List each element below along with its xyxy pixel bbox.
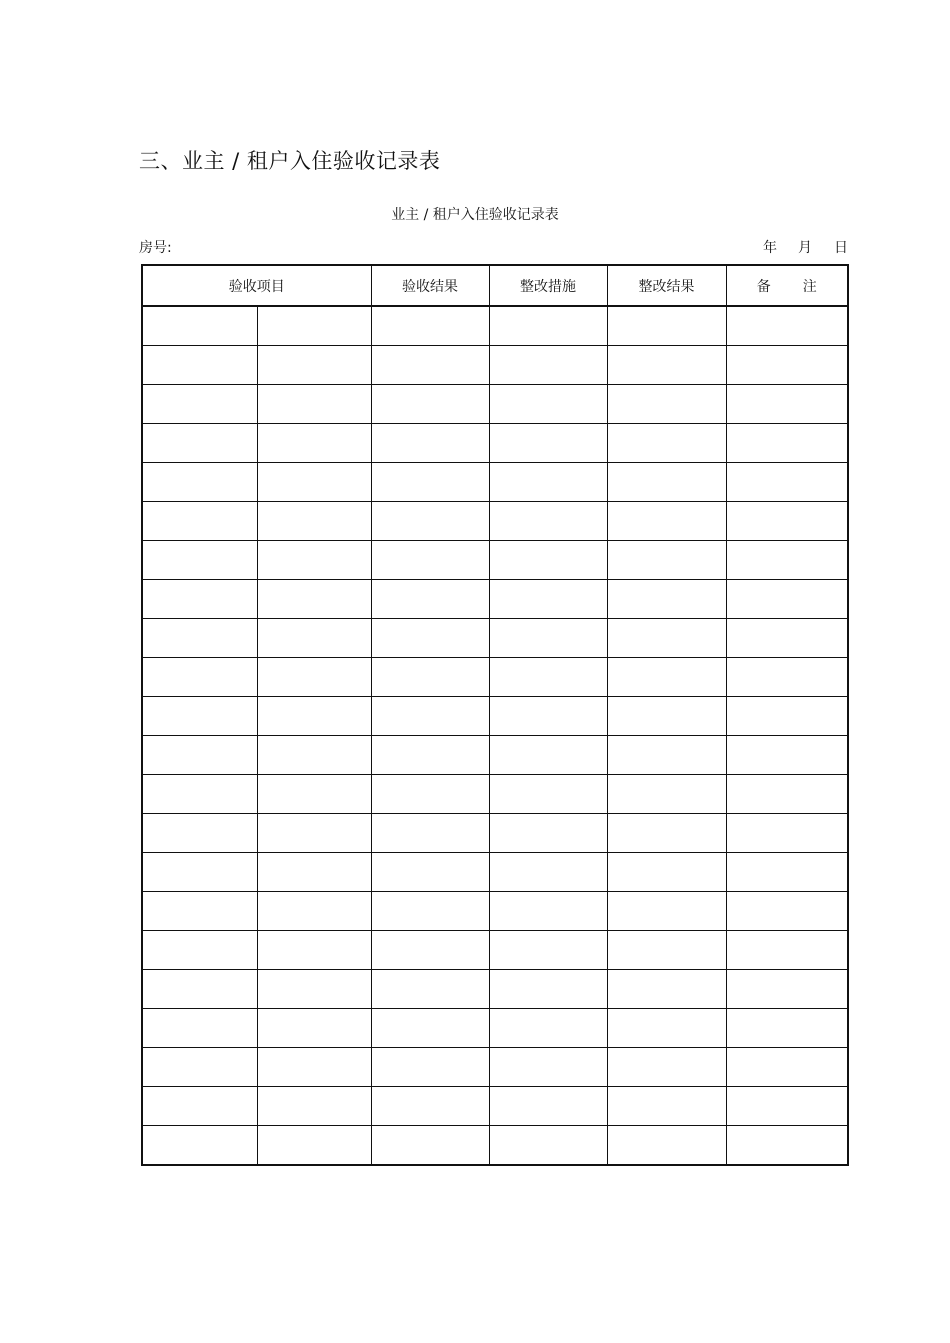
item-cell	[142, 306, 257, 346]
header-remarks	[726, 265, 848, 306]
measure-cell	[489, 463, 607, 502]
sub-item-cell	[257, 424, 371, 463]
remark-cell	[726, 463, 848, 502]
rectify-result-cell	[607, 1126, 726, 1166]
rectify-result-cell	[607, 853, 726, 892]
table-row	[142, 697, 848, 736]
item-cell	[142, 619, 257, 658]
date-month-label: 月	[798, 240, 812, 256]
section-heading: 三、业主 / 租户入住验收记录表	[139, 149, 441, 173]
sub-item-cell	[257, 580, 371, 619]
item-cell	[142, 892, 257, 931]
header-rectification-result: 整改结果	[607, 265, 726, 306]
measure-cell	[489, 385, 607, 424]
result-cell	[371, 580, 489, 619]
remark-cell	[726, 814, 848, 853]
table-row	[142, 931, 848, 970]
sub-item-cell	[257, 502, 371, 541]
rectify-result-cell	[607, 892, 726, 931]
measure-cell	[489, 892, 607, 931]
table-row	[142, 619, 848, 658]
inspection-record-table	[141, 264, 849, 1166]
remark-cell	[726, 1087, 848, 1126]
measure-cell	[489, 1048, 607, 1087]
measure-cell	[489, 775, 607, 814]
table-row	[142, 853, 848, 892]
item-cell	[142, 697, 257, 736]
remark-cell	[726, 1009, 848, 1048]
sub-item-cell	[257, 1009, 371, 1048]
table-row	[142, 463, 848, 502]
item-cell	[142, 424, 257, 463]
rectify-result-cell	[607, 814, 726, 853]
result-cell	[371, 385, 489, 424]
remark-cell	[726, 853, 848, 892]
item-cell	[142, 385, 257, 424]
room-number-label: 房号:	[139, 240, 172, 256]
result-cell	[371, 1087, 489, 1126]
table-body	[142, 306, 848, 1165]
sub-item-cell	[257, 814, 371, 853]
remark-cell	[726, 970, 848, 1009]
result-cell	[371, 931, 489, 970]
item-cell	[142, 814, 257, 853]
rectify-result-cell	[607, 619, 726, 658]
sub-item-cell	[257, 306, 371, 346]
result-cell	[371, 736, 489, 775]
measure-cell	[489, 931, 607, 970]
measure-cell	[489, 736, 607, 775]
rectify-result-cell	[607, 1009, 726, 1048]
measure-cell	[489, 580, 607, 619]
rectify-result-cell	[607, 346, 726, 385]
result-cell	[371, 463, 489, 502]
header-rectification-measure: 整改措施	[489, 265, 607, 306]
remark-cell	[726, 424, 848, 463]
table-row	[142, 736, 848, 775]
item-cell	[142, 658, 257, 697]
date-day-label: 日	[834, 240, 848, 256]
remark-cell	[726, 541, 848, 580]
sub-item-cell	[257, 658, 371, 697]
rectify-result-cell	[607, 658, 726, 697]
rectify-result-cell	[607, 463, 726, 502]
sub-item-cell	[257, 463, 371, 502]
measure-cell	[489, 814, 607, 853]
sub-item-cell	[257, 1087, 371, 1126]
table-row	[142, 658, 848, 697]
item-cell	[142, 541, 257, 580]
measure-cell	[489, 1126, 607, 1166]
rectify-result-cell	[607, 970, 726, 1009]
remark-cell	[726, 580, 848, 619]
sub-item-cell	[257, 697, 371, 736]
sub-item-cell	[257, 385, 371, 424]
rectify-result-cell	[607, 931, 726, 970]
result-cell	[371, 346, 489, 385]
sub-item-cell	[257, 346, 371, 385]
item-cell	[142, 502, 257, 541]
rectify-result-cell	[607, 775, 726, 814]
remark-cell	[726, 658, 848, 697]
item-cell	[142, 931, 257, 970]
remark-cell	[726, 346, 848, 385]
rectify-result-cell	[607, 424, 726, 463]
sub-item-cell	[257, 892, 371, 931]
table-row	[142, 346, 848, 385]
measure-cell	[489, 853, 607, 892]
sub-item-cell	[257, 1126, 371, 1166]
item-cell	[142, 853, 257, 892]
header-inspection-result: 验收结果	[371, 265, 489, 306]
remark-cell	[726, 502, 848, 541]
table-row	[142, 1048, 848, 1087]
table-row	[142, 970, 848, 1009]
measure-cell	[489, 306, 607, 346]
table-row	[142, 1087, 848, 1126]
item-cell	[142, 970, 257, 1009]
rectify-result-cell	[607, 502, 726, 541]
measure-cell	[489, 697, 607, 736]
result-cell	[371, 1009, 489, 1048]
header-inspection-item: 验收项目	[142, 265, 371, 306]
sub-item-cell	[257, 541, 371, 580]
result-cell	[371, 1048, 489, 1087]
result-cell	[371, 502, 489, 541]
sub-item-cell	[257, 736, 371, 775]
table-row	[142, 814, 848, 853]
result-cell	[371, 970, 489, 1009]
item-cell	[142, 1009, 257, 1048]
sub-item-cell	[257, 619, 371, 658]
table-row	[142, 541, 848, 580]
measure-cell	[489, 346, 607, 385]
measure-cell	[489, 1009, 607, 1048]
header-remarks-char-1: 备	[756, 278, 771, 295]
table-header-row	[142, 265, 848, 306]
remark-cell	[726, 892, 848, 931]
rectify-result-cell	[607, 580, 726, 619]
rectify-result-cell	[607, 1087, 726, 1126]
header-remarks-char-2: 注	[802, 278, 817, 295]
result-cell	[371, 775, 489, 814]
measure-cell	[489, 424, 607, 463]
item-cell	[142, 1126, 257, 1166]
table-row	[142, 502, 848, 541]
measure-cell	[489, 1087, 607, 1126]
measure-cell	[489, 619, 607, 658]
item-cell	[142, 346, 257, 385]
measure-cell	[489, 541, 607, 580]
table-row	[142, 1009, 848, 1048]
form-title: 业主 / 租户入住验收记录表	[391, 207, 559, 223]
measure-cell	[489, 658, 607, 697]
result-cell	[371, 306, 489, 346]
sub-item-cell	[257, 970, 371, 1009]
table-row	[142, 424, 848, 463]
remark-cell	[726, 619, 848, 658]
item-cell	[142, 1048, 257, 1087]
item-cell	[142, 736, 257, 775]
result-cell	[371, 1126, 489, 1166]
result-cell	[371, 697, 489, 736]
remark-cell	[726, 775, 848, 814]
remark-cell	[726, 736, 848, 775]
remark-cell	[726, 385, 848, 424]
sub-item-cell	[257, 853, 371, 892]
rectify-result-cell	[607, 736, 726, 775]
measure-cell	[489, 970, 607, 1009]
rectify-result-cell	[607, 697, 726, 736]
rectify-result-cell	[607, 541, 726, 580]
table-row	[142, 775, 848, 814]
result-cell	[371, 619, 489, 658]
sub-item-cell	[257, 931, 371, 970]
remark-cell	[726, 931, 848, 970]
result-cell	[371, 853, 489, 892]
remark-cell	[726, 306, 848, 346]
sub-item-cell	[257, 1048, 371, 1087]
result-cell	[371, 814, 489, 853]
item-cell	[142, 1087, 257, 1126]
table-row	[142, 580, 848, 619]
result-cell	[371, 541, 489, 580]
table-row	[142, 892, 848, 931]
table-row	[142, 306, 848, 346]
remark-cell	[726, 1048, 848, 1087]
rectify-result-cell	[607, 306, 726, 346]
rectify-result-cell	[607, 385, 726, 424]
rectify-result-cell	[607, 1048, 726, 1087]
measure-cell	[489, 502, 607, 541]
table-row	[142, 1126, 848, 1166]
date-year-label: 年	[763, 240, 777, 256]
item-cell	[142, 775, 257, 814]
result-cell	[371, 892, 489, 931]
remark-cell	[726, 1126, 848, 1166]
table-row	[142, 385, 848, 424]
result-cell	[371, 424, 489, 463]
result-cell	[371, 658, 489, 697]
sub-item-cell	[257, 775, 371, 814]
item-cell	[142, 580, 257, 619]
item-cell	[142, 463, 257, 502]
remark-cell	[726, 697, 848, 736]
